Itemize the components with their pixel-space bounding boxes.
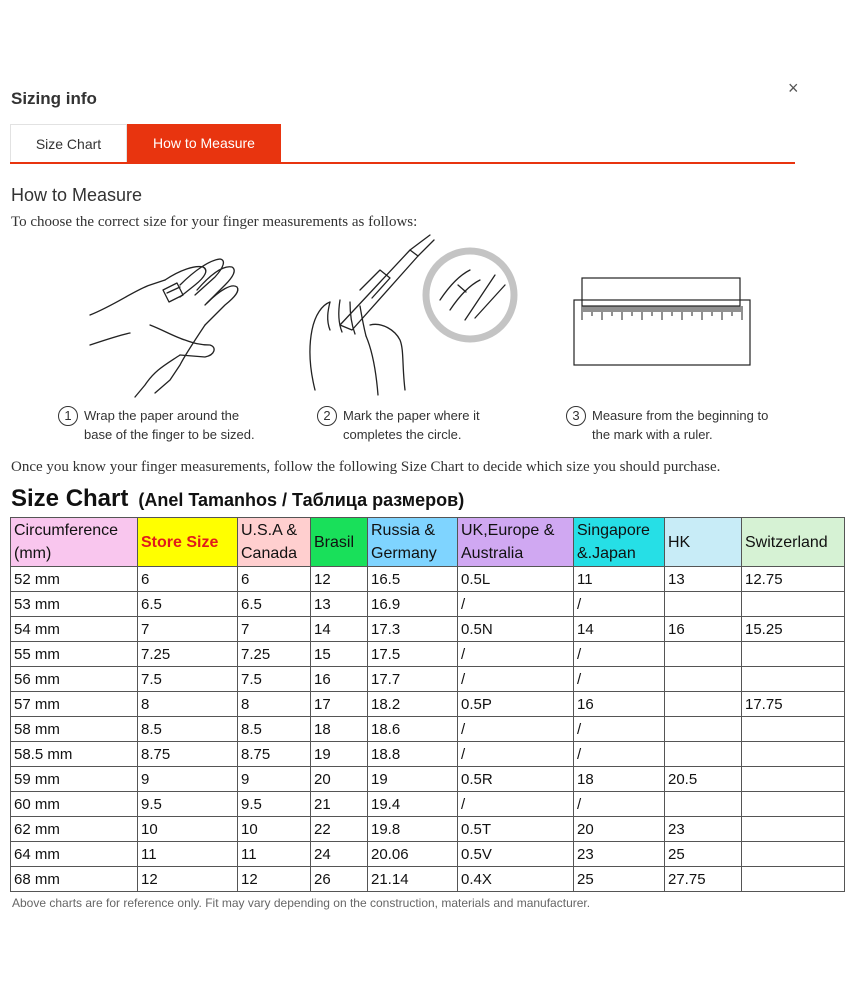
cell-switzerland: [742, 817, 845, 842]
cell-singapore-japan: 23: [574, 842, 665, 867]
table-row: [11, 617, 845, 642]
cell-store-size: 6.5: [138, 592, 238, 617]
cell-usa-canada: 9.5: [238, 792, 311, 817]
header-circumference: [11, 518, 138, 567]
cell-hk: 25: [665, 842, 742, 867]
cell-circumference: 58.5 mm: [11, 742, 138, 767]
cell-store-size: 12: [138, 867, 238, 892]
cell-switzerland: 17.75: [742, 692, 845, 717]
cell-switzerland: [742, 667, 845, 692]
header-brasil: Brasil: [311, 518, 368, 567]
cell-circumference: 58 mm: [11, 717, 138, 742]
cell-singapore-japan: /: [574, 667, 665, 692]
cell-singapore-japan: /: [574, 592, 665, 617]
cell-hk: [665, 667, 742, 692]
cell-store-size: 9: [138, 767, 238, 792]
cell-russia-germany: 21.14: [368, 867, 458, 892]
cell-brasil: 19: [311, 742, 368, 767]
cell-uk-europe-australia: /: [458, 667, 574, 692]
cell-brasil: 21: [311, 792, 368, 817]
table-row: [11, 742, 845, 767]
cell-circumference: 62 mm: [11, 817, 138, 842]
cell-circumference: 57 mm: [11, 692, 138, 717]
cell-hk: [665, 642, 742, 667]
cell-uk-europe-australia: 0.5R: [458, 767, 574, 792]
cell-usa-canada: 6: [238, 567, 311, 592]
cell-russia-germany: 18.6: [368, 717, 458, 742]
cell-circumference: 68 mm: [11, 867, 138, 892]
cell-brasil: 17: [311, 692, 368, 717]
cell-store-size: 10: [138, 817, 238, 842]
table-row: [11, 642, 845, 667]
step-number: 2: [317, 406, 337, 426]
cell-circumference: 55 mm: [11, 642, 138, 667]
cell-store-size: 11: [138, 842, 238, 867]
cell-usa-canada: 6.5: [238, 592, 311, 617]
cell-switzerland: [742, 642, 845, 667]
cell-uk-europe-australia: 0.5V: [458, 842, 574, 867]
cell-uk-europe-australia: /: [458, 792, 574, 817]
header-line1: Circumference: [14, 522, 119, 539]
header-line2: Australia: [461, 545, 524, 562]
cell-uk-europe-australia: /: [458, 592, 574, 617]
cell-russia-germany: 19.8: [368, 817, 458, 842]
cell-singapore-japan: 25: [574, 867, 665, 892]
cell-hk: [665, 792, 742, 817]
cell-switzerland: [742, 767, 845, 792]
cell-russia-germany: 20.06: [368, 842, 458, 867]
step-number: 1: [58, 406, 78, 426]
header-line1: UK,Europe &: [461, 522, 555, 539]
cell-hk: 27.75: [665, 867, 742, 892]
header-singapore-japan: [574, 518, 665, 567]
cell-store-size: 8.5: [138, 717, 238, 742]
cell-brasil: 15: [311, 642, 368, 667]
cell-uk-europe-australia: /: [458, 717, 574, 742]
follow-instruction: Once you know your finger measurements, follow the following Size Chart to decide which size you should purchase.: [11, 459, 721, 475]
cell-singapore-japan: /: [574, 792, 665, 817]
cell-singapore-japan: 16: [574, 692, 665, 717]
table-row: [11, 867, 845, 892]
cell-russia-germany: 16.5: [368, 567, 458, 592]
table-row: [11, 792, 845, 817]
cell-hk: 23: [665, 817, 742, 842]
header-store-size: Store Size: [138, 518, 238, 567]
ruler-ticks: [582, 306, 742, 320]
cell-uk-europe-australia: 0.4X: [458, 867, 574, 892]
cell-switzerland: [742, 742, 845, 767]
cell-usa-canada: 8.75: [238, 742, 311, 767]
cell-brasil: 16: [311, 667, 368, 692]
cell-usa-canada: 12: [238, 867, 311, 892]
cell-usa-canada: 11: [238, 842, 311, 867]
header-usa-canada: [238, 518, 311, 567]
cell-hk: 13: [665, 567, 742, 592]
size-chart-body: [11, 567, 845, 892]
cell-brasil: 20: [311, 767, 368, 792]
cell-russia-germany: 16.9: [368, 592, 458, 617]
header-line1: U.S.A &: [241, 522, 298, 539]
header-line1: Singapore: [577, 522, 650, 539]
cell-switzerland: [742, 717, 845, 742]
cell-store-size: 6: [138, 567, 238, 592]
measure-heading: How to Measure: [11, 185, 143, 205]
header-russia-germany: [368, 518, 458, 567]
cell-usa-canada: 10: [238, 817, 311, 842]
cell-uk-europe-australia: /: [458, 742, 574, 767]
cell-uk-europe-australia: 0.5P: [458, 692, 574, 717]
header-line1: Russia &: [371, 522, 436, 539]
cell-circumference: 59 mm: [11, 767, 138, 792]
cell-brasil: 22: [311, 817, 368, 842]
step-text-line2: base of the finger to be sized.: [84, 427, 255, 442]
cell-brasil: 24: [311, 842, 368, 867]
table-row: [11, 592, 845, 617]
table-row: [11, 667, 845, 692]
cell-store-size: 8.75: [138, 742, 238, 767]
cell-russia-germany: 17.3: [368, 617, 458, 642]
cell-switzerland: 12.75: [742, 567, 845, 592]
cell-usa-canada: 8.5: [238, 717, 311, 742]
cell-brasil: 26: [311, 867, 368, 892]
cell-switzerland: [742, 842, 845, 867]
tab-size-chart[interactable]: Size Chart: [10, 124, 127, 162]
header-line2: &.Japan: [577, 545, 636, 562]
cell-singapore-japan: 14: [574, 617, 665, 642]
cell-russia-germany: 18.2: [368, 692, 458, 717]
cell-usa-canada: 8: [238, 692, 311, 717]
tab-underline: [10, 162, 795, 164]
cell-uk-europe-australia: 0.5L: [458, 567, 574, 592]
cell-usa-canada: 9: [238, 767, 311, 792]
cell-hk: [665, 592, 742, 617]
table-row: [11, 817, 845, 842]
close-icon[interactable]: ×: [788, 78, 799, 98]
cell-russia-germany: 18.8: [368, 742, 458, 767]
cell-brasil: 12: [311, 567, 368, 592]
cell-hk: [665, 717, 742, 742]
cell-circumference: 64 mm: [11, 842, 138, 867]
header-line2: Germany: [371, 545, 437, 562]
cell-uk-europe-australia: /: [458, 642, 574, 667]
cell-hk: 16: [665, 617, 742, 642]
cell-circumference: 60 mm: [11, 792, 138, 817]
cell-store-size: 7.5: [138, 667, 238, 692]
cell-hk: 20.5: [665, 767, 742, 792]
size-chart-subtitle: (Anel Tamanhos / Таблица размеров): [138, 490, 465, 510]
table-header-row: [11, 518, 845, 567]
cell-store-size: 8: [138, 692, 238, 717]
header-line2: (mm): [14, 545, 52, 562]
size-chart-title: [11, 485, 464, 513]
cell-singapore-japan: 11: [574, 567, 665, 592]
hand-wrap-paper-icon: [85, 245, 260, 400]
cell-singapore-japan: 20: [574, 817, 665, 842]
cell-russia-germany: 19: [368, 767, 458, 792]
cell-singapore-japan: /: [574, 742, 665, 767]
cell-usa-canada: 7.5: [238, 667, 311, 692]
header-uk-europe-australia: [458, 518, 574, 567]
cell-brasil: 13: [311, 592, 368, 617]
step-text-line1: Mark the paper where it: [343, 408, 480, 423]
tab-how-to-measure[interactable]: How to Measure: [127, 124, 281, 162]
step-text-line1: Wrap the paper around the: [84, 408, 240, 423]
dialog-title: Sizing info: [11, 89, 97, 108]
cell-hk: [665, 742, 742, 767]
measure-intro: To choose the correct size for your finger measurements as follows:: [11, 214, 418, 230]
cell-brasil: 18: [311, 717, 368, 742]
cell-switzerland: [742, 867, 845, 892]
header-line2: Canada: [241, 545, 298, 562]
cell-russia-germany: 17.5: [368, 642, 458, 667]
size-chart-heading: Size Chart: [11, 485, 129, 512]
cell-circumference: 52 mm: [11, 567, 138, 592]
step-text-line2: the mark with a ruler.: [592, 427, 713, 442]
table-row: [11, 717, 845, 742]
cell-switzerland: [742, 792, 845, 817]
cell-switzerland: 15.25: [742, 617, 845, 642]
header-hk: HK: [665, 518, 742, 567]
table-row: [11, 567, 845, 592]
cell-usa-canada: 7: [238, 617, 311, 642]
cell-uk-europe-australia: 0.5N: [458, 617, 574, 642]
cell-hk: [665, 692, 742, 717]
cell-circumference: 53 mm: [11, 592, 138, 617]
cell-usa-canada: 7.25: [238, 642, 311, 667]
cell-russia-germany: 17.7: [368, 667, 458, 692]
step-number: 3: [566, 406, 586, 426]
ruler-icon: [570, 270, 755, 370]
cell-russia-germany: 19.4: [368, 792, 458, 817]
cell-singapore-japan: /: [574, 642, 665, 667]
table-row: [11, 692, 845, 717]
header-switzerland: Switzerland: [742, 518, 845, 567]
cell-singapore-japan: /: [574, 717, 665, 742]
cell-circumference: 54 mm: [11, 617, 138, 642]
step-text-line2: completes the circle.: [343, 427, 462, 442]
hand-mark-paper-icon: [300, 230, 525, 400]
size-chart-table: [10, 517, 845, 892]
step-text-line1: Measure from the beginning to: [592, 408, 769, 423]
table-row: [11, 842, 845, 867]
chart-footnote: Above charts are for reference only. Fit may vary depending on the construction, materials and manufacturer.: [12, 896, 591, 910]
cell-store-size: 7: [138, 617, 238, 642]
cell-store-size: 7.25: [138, 642, 238, 667]
cell-singapore-japan: 18: [574, 767, 665, 792]
cell-circumference: 56 mm: [11, 667, 138, 692]
cell-uk-europe-australia: 0.5T: [458, 817, 574, 842]
cell-switzerland: [742, 592, 845, 617]
cell-brasil: 14: [311, 617, 368, 642]
tab-bar: [10, 124, 281, 162]
cell-store-size: 9.5: [138, 792, 238, 817]
table-row: [11, 767, 845, 792]
